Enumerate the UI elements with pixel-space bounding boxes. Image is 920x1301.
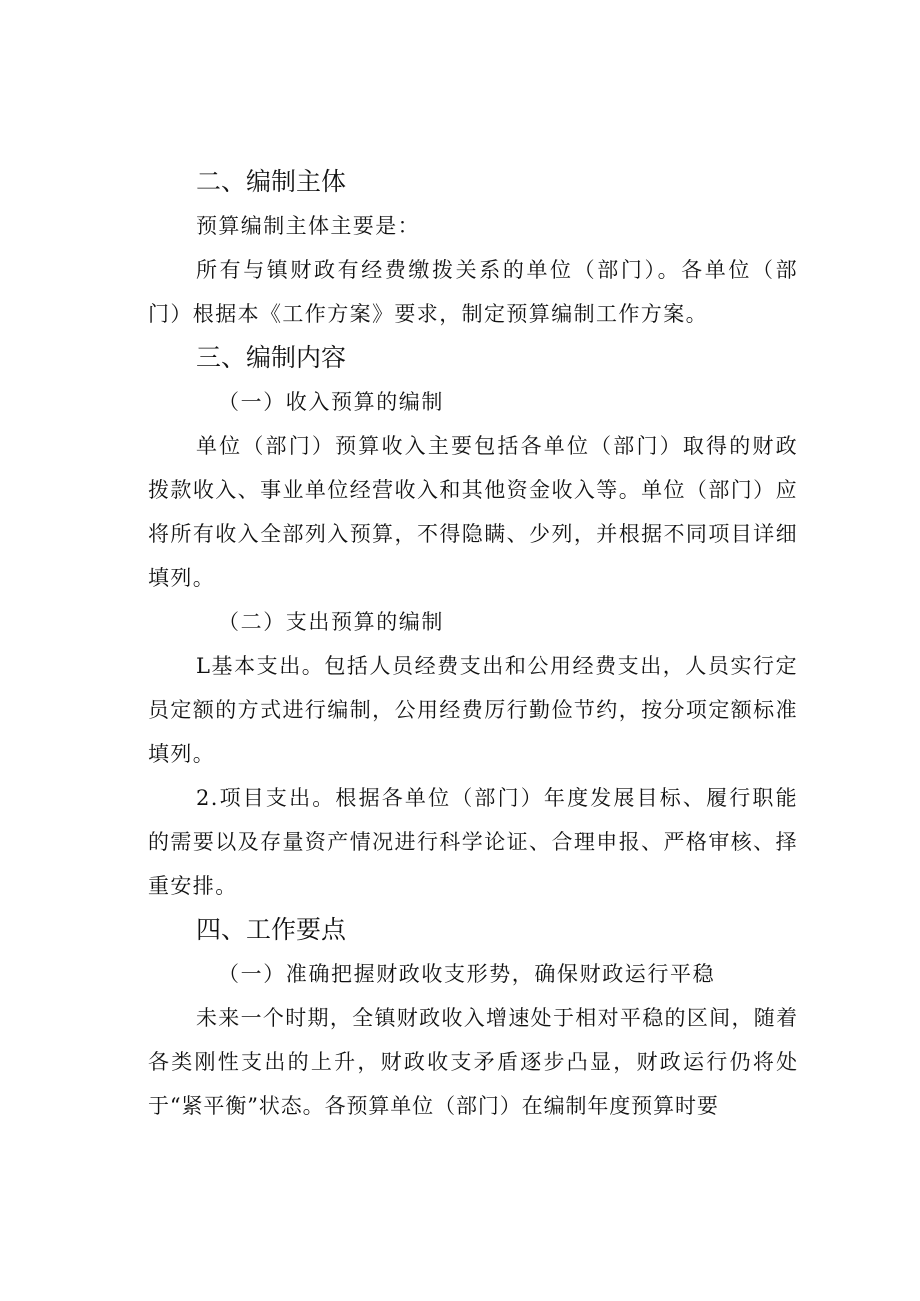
paragraph-budget-subject-units: 所有与镇财政有经费缴拨关系的单位（部门）。各单位（部门）根据本《工作方案》要求，制定预算编制工作方案。 — [148, 258, 798, 326]
section-heading-2: 二、编制主体 — [196, 167, 347, 196]
subheading-expenditure-budget: （二）支出预算的编制 — [218, 610, 444, 634]
section-heading-3: 三、编制内容 — [196, 343, 347, 372]
section-heading-4: 四、工作要点 — [196, 915, 347, 944]
subheading-income-budget: （一）收入预算的编制 — [218, 390, 444, 414]
document-body — [148, 160, 798, 1128]
paragraph-project-expenditure: 2.项目支出。根据各单位（部门）年度发展目标、履行职能的需要以及存量资产情况进行科学论证、合理申报、严格审核、择重安排。 — [148, 786, 798, 898]
paragraph-income-budget: 单位（部门）预算收入主要包括各单位（部门）取得的财政拨款收入、事业单位经营收入和其他资金收入等。单位（部门）应将所有收入全部列入预算，不得隐瞒、少列，并根据不同项目详细填列。 — [148, 434, 798, 590]
paragraph-basic-expenditure: L基本支出。包括人员经费支出和公用经费支出，人员实行定员定额的方式进行编制，公用经费厉行勤俭节约，按分项定额标准填列。 — [148, 654, 798, 766]
paragraph-fiscal-situation: 未来一个时期，全镇财政收入增速处于相对平稳的区间，随着各类刚性支出的上升，财政收支矛盾逐步凸显，财政运行仍将处于“紧平衡”状态。各预算单位（部门）在编制年度预算时要 — [148, 1006, 798, 1118]
paragraph-budget-subject-intro: 预算编制主体主要是： — [196, 214, 420, 238]
subheading-fiscal-situation: （一）准确把握财政收支形势，确保财政运行平稳 — [218, 962, 716, 986]
